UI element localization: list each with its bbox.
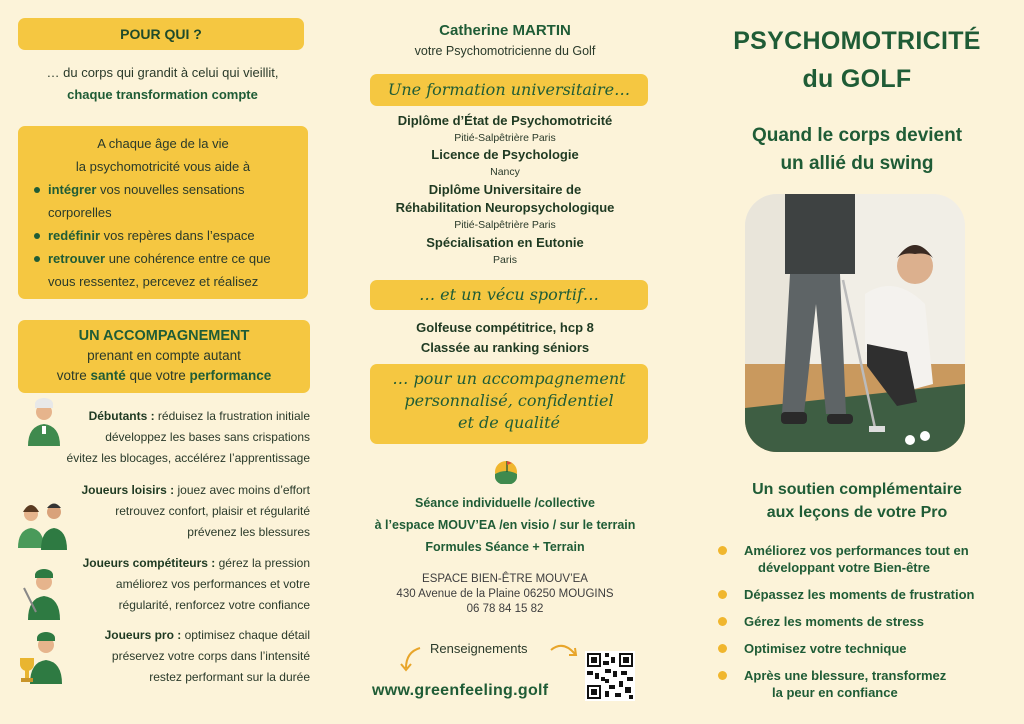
green-feeling-logo-icon [492, 456, 520, 484]
benefit-item: Gérez les moments de stress [718, 613, 1018, 630]
bullet-dot-icon [34, 233, 40, 239]
session-info: Séance individuelle /collective à l’espace MOUV’EA /en visio / sur le terrain Formules Séance + Terrain [374, 496, 636, 554]
player-competitor: Joueurs compétiteurs : gérez la pression améliorez vos performances et votre régularité, renforcez votre confiance [82, 556, 310, 612]
player-pro: Joueurs pro : optimisez chaque détail préservez votre corps dans l’intensité restez performant sur la durée [104, 628, 310, 684]
intro-line-2: chaque transformation compte [67, 87, 258, 102]
diploma-1: Diplôme d’État de Psychomotricité Pitié-Salpêtrière Paris [397, 113, 613, 144]
golf-lesson-photo [745, 194, 965, 452]
age-bullets [28, 178, 298, 293]
bullet-dot-icon [34, 256, 40, 262]
intro-text [0, 62, 325, 106]
benefit-item: Améliorez vos performances tout en développant votre Bien-être [718, 542, 1018, 576]
brochure-subtitle: Quand le corps devient un allié du swing [751, 125, 963, 174]
left-panel [0, 0, 325, 724]
benefit-item: Après une blessure, transformez la peur en confiance [718, 667, 1018, 701]
bullet-dot-icon [718, 546, 727, 555]
middle-panel [340, 0, 670, 724]
list-item: intégrer vos nouvelles sensations corporelles [28, 178, 298, 224]
address-block: ESPACE BIEN-ÊTRE MOUV’EA 430 Avenue de la Plaine 06250 MOUGINS 06 78 84 15 82 [396, 573, 614, 615]
sport-info: Golfeuse compétitrice, hcp 8 Classée au ranking séniors [416, 320, 594, 355]
practitioner-name: Catherine MARTIN [439, 22, 571, 39]
bullet-dot-icon [718, 617, 727, 626]
arrow-right-icon [548, 640, 580, 664]
sport-banner: … et un vécu sportif… [370, 280, 648, 310]
age-box [18, 126, 308, 299]
bullet-dot-icon [718, 671, 727, 680]
accompagnement-title: UN ACCOMPAGNEMENT [78, 328, 250, 344]
benefit-item: Dépassez les moments de frustration [718, 586, 1018, 603]
diploma-2: Licence de Psychologie Nancy [431, 147, 579, 178]
benefit-item: Optimisez votre technique [718, 640, 1018, 657]
info-label: Renseignements [430, 641, 528, 656]
intro-line-1: … du corps qui grandit à celui qui vieillit, [46, 65, 279, 80]
accompagnement-box [18, 320, 310, 393]
pour-qui-heading: POUR QUI ? [18, 18, 304, 50]
brochure-title: PSYCHOMOTRICITÉ du GOLF [733, 27, 981, 93]
bullet-dot-icon [34, 187, 40, 193]
player-beginner: Débutants : réduisez la frustration initiale développez les bases sans crispations évitez les blocages, accélérez l’apprentissage [66, 409, 310, 465]
player-leisure: Joueurs loisirs : jouez avec moins d’effort retrouvez confort, plaisir et régularité prévenez les blessures [81, 483, 310, 539]
bullet-dot-icon [718, 644, 727, 653]
diploma-4: Spécialisation en Eutonie Paris [426, 235, 584, 266]
right-panel [690, 0, 1024, 724]
bullet-dot-icon [718, 590, 727, 599]
soutien-heading: Un soutien complémentaire aux leçons de votre Pro [752, 481, 962, 521]
practitioner-role: votre Psychomotricienne du Golf [414, 44, 596, 58]
accompagnement-line-3: votre santé que votre performance [56, 368, 272, 383]
qr-code[interactable] [585, 651, 635, 701]
age-line-1: A chaque âge de la vie [97, 136, 229, 151]
accompagnement-line-2: prenant en compte autant [87, 348, 241, 363]
formation-banner: Une formation universitaire… [370, 74, 648, 106]
diploma-3: Diplôme Universitaire de Réhabilitation Neuropsychologique Pitié-Salpêtrière Paris [395, 182, 615, 231]
list-item: retrouver une cohérence entre ce que vous ressentez, percevez et réalisez [28, 247, 298, 293]
list-item: redéfinir vos repères dans l’espace [28, 224, 298, 247]
website-link[interactable]: www.greenfeeling.golf [372, 682, 549, 699]
age-line-2: la psychomotricité vous aide à [75, 159, 251, 174]
accompagnement-banner: … pour un accompagnement personnalisé, confidentiel et de qualité [370, 364, 648, 444]
arrow-down-left-icon [398, 644, 424, 674]
